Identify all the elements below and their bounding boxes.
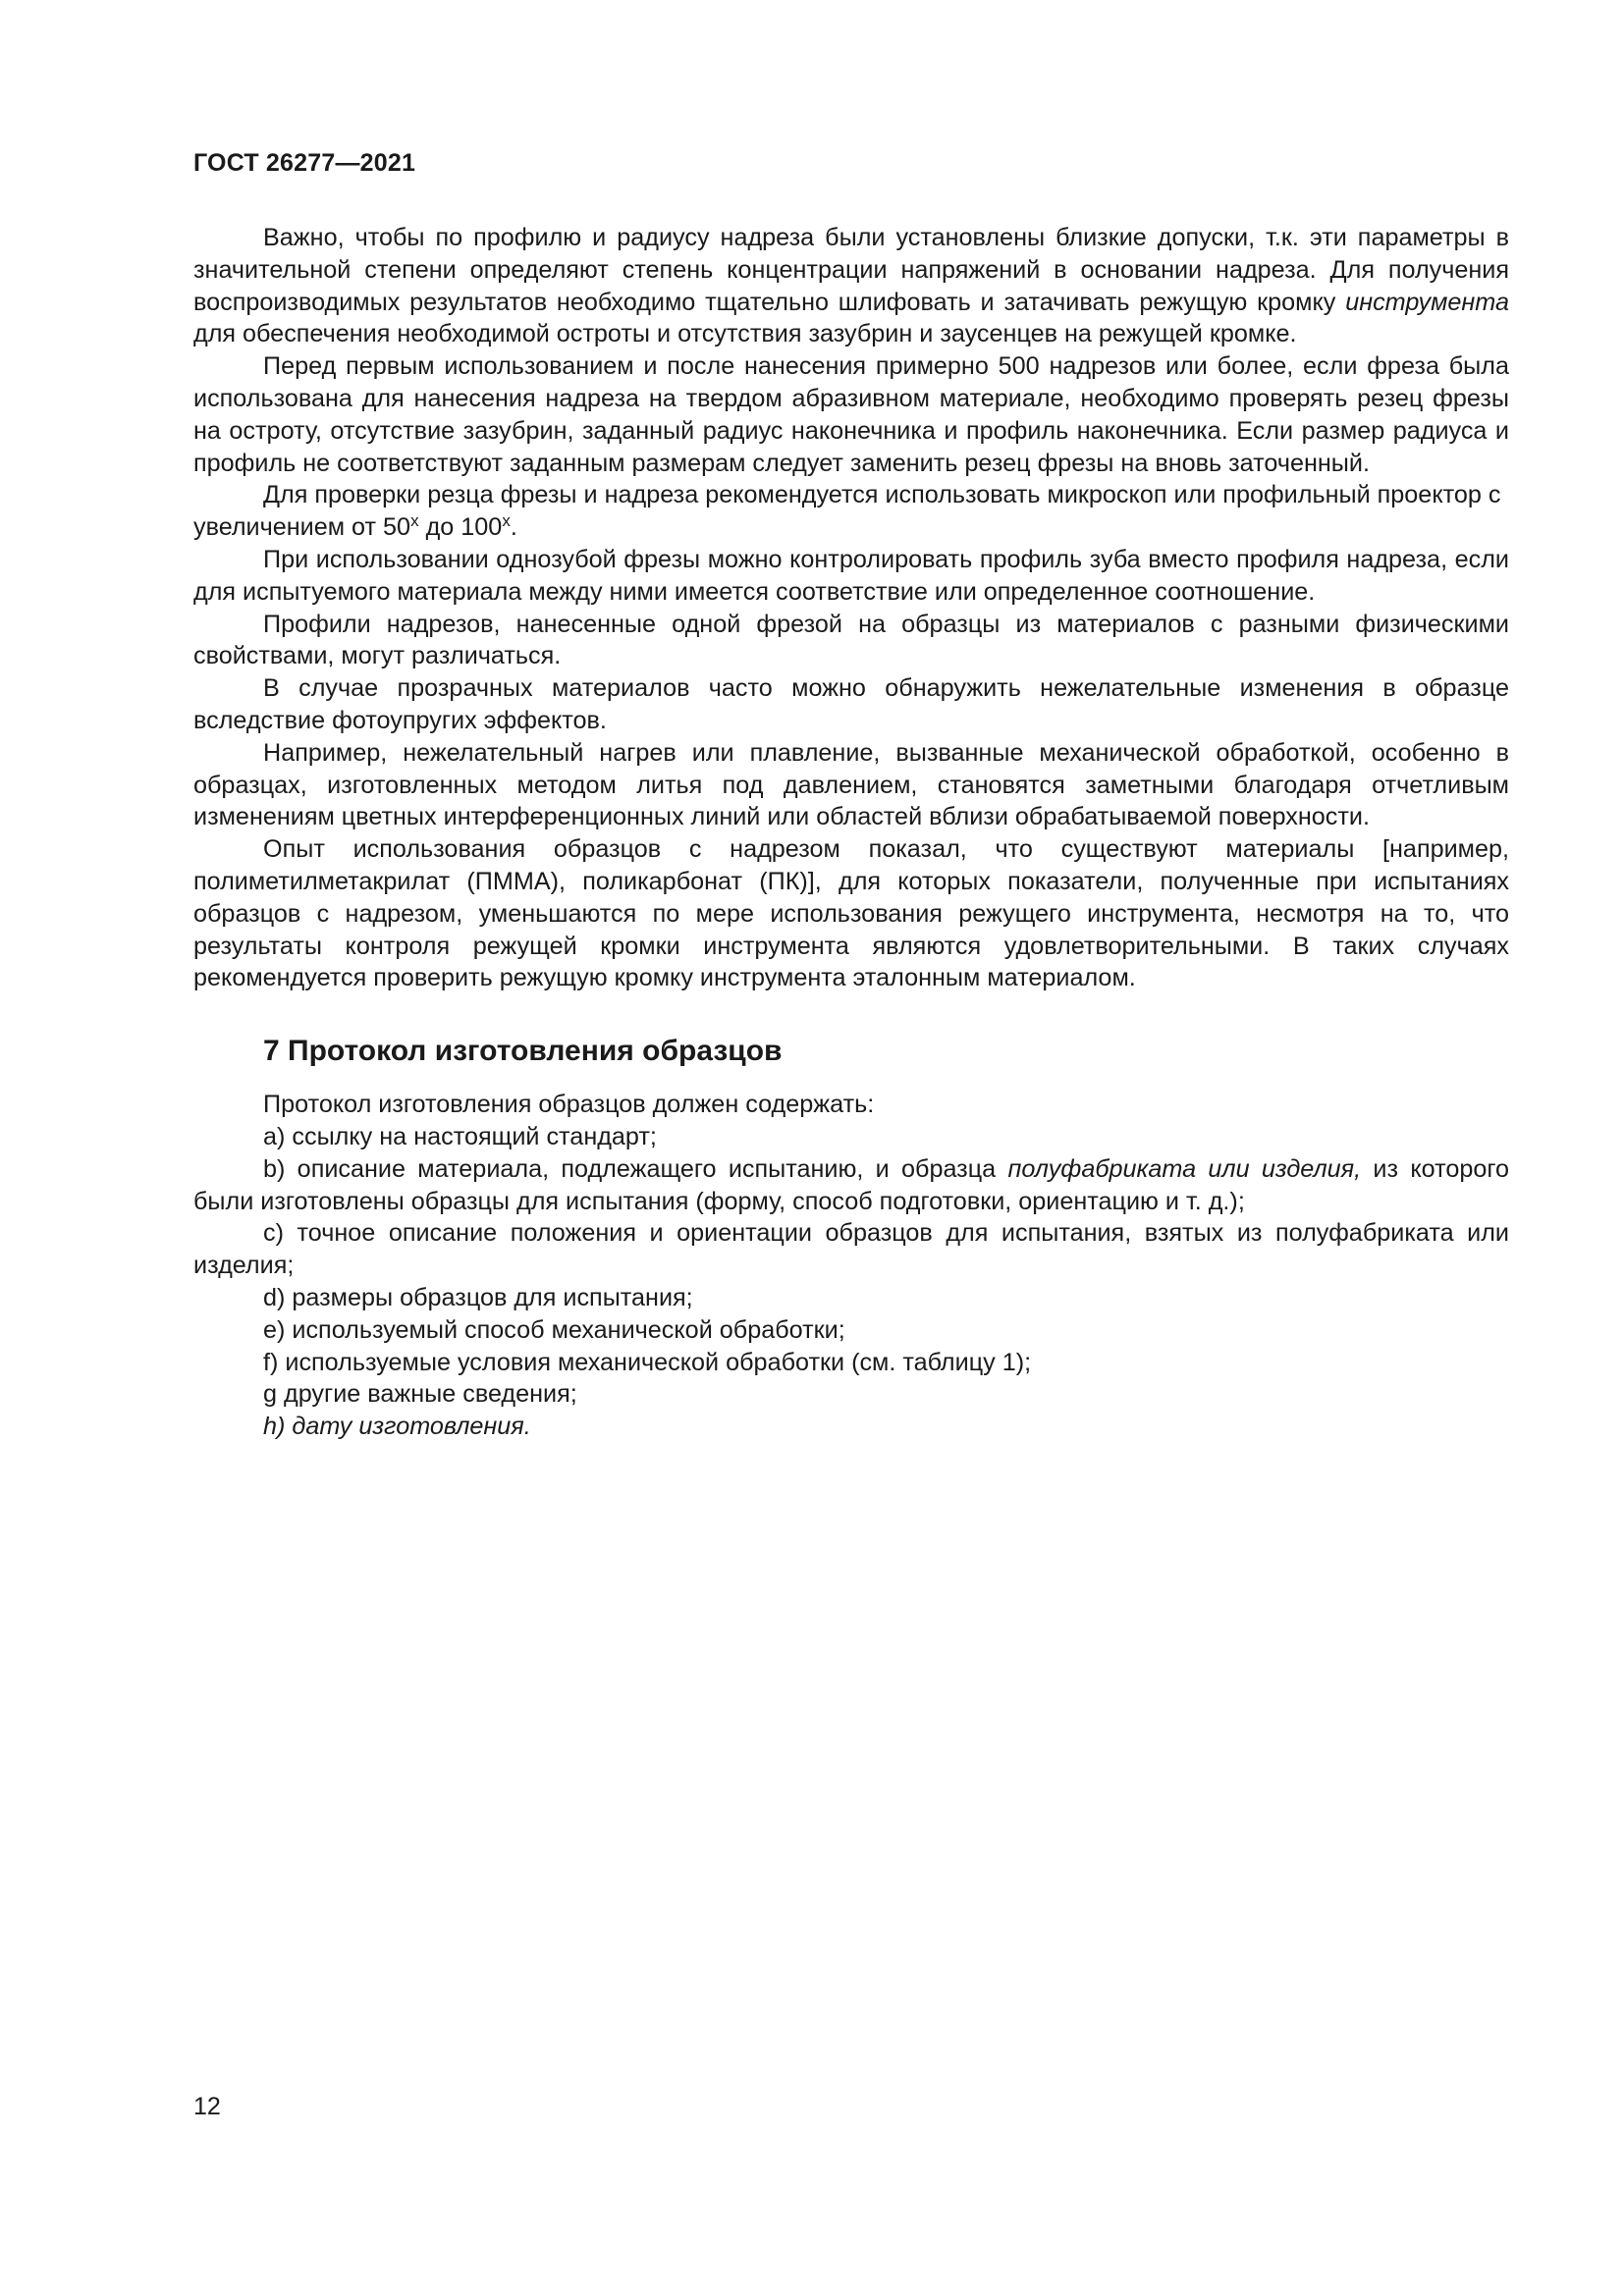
paragraph-single-tooth-cutter: При использовании однозубой фрезы можно контролировать профиль зуба вместо профиля надреза, если для испытуемого материала между ними имеется соответствие или определенное соотношение. (193, 545, 1509, 606)
paragraph-transparent-materials: В случае прозрачных материалов часто можно обнаружить нежелательные изменения в образце вследствие фотоупругих эффектов. (193, 674, 1509, 734)
list-item-e: e) используемый способ механической обработки; (263, 1315, 845, 1344)
text-run: . (510, 513, 517, 542)
section-heading: 7 Протокол изготовления образцов (263, 1035, 783, 1068)
list-item-g: g другие важные сведения; (263, 1380, 577, 1409)
document-header: ГОСТ 26277—2021 (193, 149, 416, 177)
page-number: 12 (193, 2093, 221, 2120)
paragraph-microscope (193, 479, 1509, 544)
superscript: x (410, 511, 419, 531)
document-body (193, 222, 1509, 1443)
text-run: Для проверки резца фрезы и надреза рекомендуется использовать микроскоп или профильный проектор с увеличением от 50 (193, 481, 1501, 542)
paragraph-notch-profiles: Профили надрезов, нанесенные одной фрезой на образцы из материалов с разными физическими свойствами, могут различаться. (193, 610, 1509, 670)
list-item-d: d) размеры образцов для испытания; (263, 1283, 693, 1311)
text-run: до 100 (418, 513, 503, 542)
list-item-b (193, 1153, 1509, 1218)
paragraph-cutter-check: Перед первым использованием и после нанесения примерно 500 надрезов или более, если фреза была использована для нанесения надреза на твердом абразивном материале, необходимо проверять резец фрезы на остроту, отсутствие зазубрин, заданный радиус наконечника и профиль наконечника. Если размер радиуса и профиль не соответствуют заданным размерам следует заменить резец фрезы на вновь заточенный. (193, 352, 1509, 477)
paragraph-notch-tolerances (193, 222, 1509, 350)
list-item-c: c) точное описание положения и ориентации образцов для испытания, взятых из полуфабриката или изделия; (193, 1219, 1509, 1280)
paragraph-heating-example: Например, нежелательный нагрев или плавление, вызванные механической обработкой, особенно в образцах, изготовленных методом литья под давлением, становятся заметными благодаря отчетливым изменениям цветных интерференционных линий или областей вблизи обрабатываемой поверхности. (193, 738, 1509, 831)
list-intro: Протокол изготовления образцов должен содержать: (263, 1091, 875, 1119)
list-item-f: f) используемые условия механической обработки (см. таблицу 1); (263, 1348, 1032, 1376)
text-run: Важно, чтобы по профилю и радиусу надреза были установлены близкие допуски, т.к. эти параметры в значительной степени определяют степень концентрации напряжений в основании надреза. Для получения воспроизводимых результатов необходимо тщательно шлифовать и затачивать режущую кромку (193, 224, 1509, 316)
text-run: b) описание материала, подлежащего испытанию, и образца (263, 1154, 1008, 1183)
text-run-italic: инструмента (1345, 288, 1509, 316)
superscript: x (502, 511, 511, 531)
text-run: для обеспечения необходимой остроты и отсутствия зазубрин и заусенцев на режущей кромке. (193, 320, 1297, 348)
text-run-italic: h) дату изготовления. (263, 1413, 531, 1441)
text-run: из которого были изготовлены образцы для испытания (форму, способ подготовки, ориентацию и т. д.); (193, 1154, 1509, 1215)
text-run-italic: полуфабриката или изделия, (1007, 1154, 1362, 1183)
list-item-a: a) ссылку на настоящий стандарт; (263, 1122, 657, 1150)
paragraph-experience: Опыт использования образцов с надрезом показал, что существуют материалы [например, полиметилметакрилат (ПММА), поликарбонат (ПК)], для которых показатели, полученные при испытаниях образцов с надрезом, уменьшаются по мере использования режущего инструмента, несмотря на то, что результаты контроля режущей кромки инструмента являются удовлетворительными. В таких случаях рекомендуется проверить режущую кромку инструмента эталонным материалом. (193, 835, 1509, 992)
list-item-h (193, 1411, 1509, 1443)
